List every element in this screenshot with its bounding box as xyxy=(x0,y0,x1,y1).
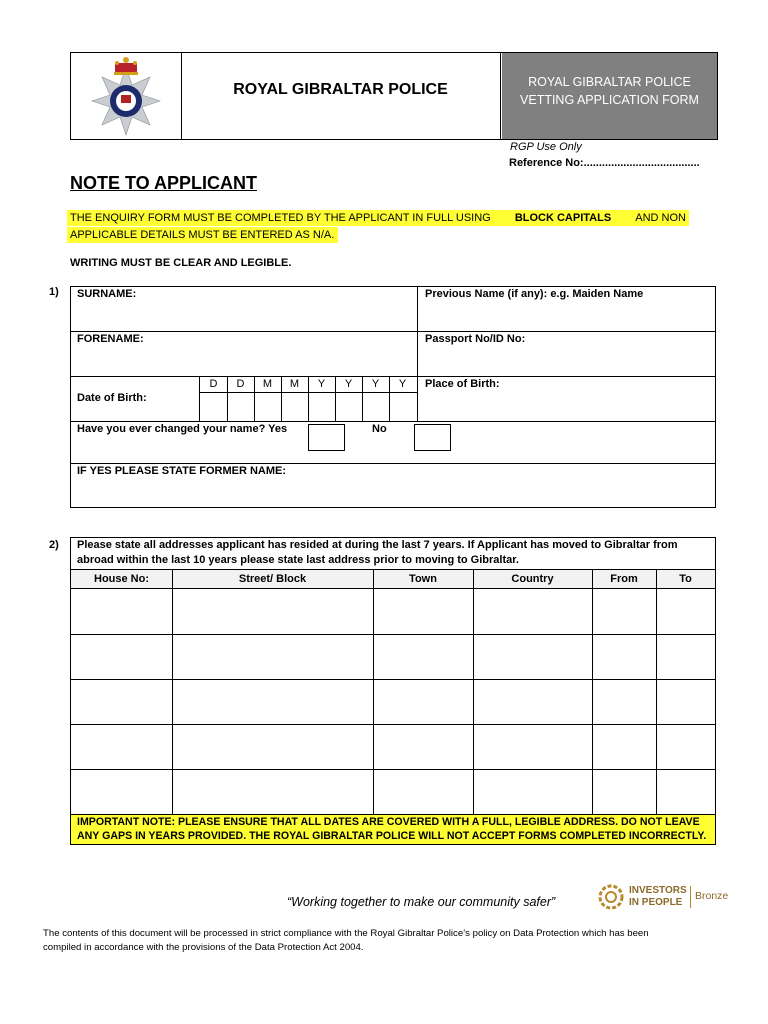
motto: “Working together to make our community safer” xyxy=(287,895,556,909)
col-from: From xyxy=(610,573,638,585)
rgp-use-only: RGP Use Only xyxy=(510,141,582,153)
iip-line2: IN PEOPLE xyxy=(629,897,683,908)
changed-name-no-checkbox[interactable] xyxy=(414,424,451,451)
address-row-3[interactable] xyxy=(71,680,715,724)
dob-month2-label: M xyxy=(289,378,300,390)
address-row-4[interactable] xyxy=(71,725,715,769)
note-line1 xyxy=(67,210,689,226)
col-country: Country xyxy=(511,573,554,585)
changed-name-yes-checkbox[interactable] xyxy=(308,424,345,451)
important-note-line2: ANY GAPS IN YEARS PROVIDED. THE ROYAL GIBRALTAR POLICE WILL NOT ACCEPT FORMS COMPLETED INCORRECTLY. xyxy=(77,830,707,842)
dob-year2-cell[interactable] xyxy=(335,393,362,421)
dob-year3-cell[interactable] xyxy=(362,393,389,421)
dob-year1-label: Y xyxy=(317,378,326,390)
address-instructions-line1: Please state all addresses applicant has resided at during the last 7 years. If Applicant has moved to Gibraltar from xyxy=(77,539,678,551)
changed-name-label: Have you ever changed your name? Yes xyxy=(77,423,288,435)
col-street-block: Street/ Block xyxy=(238,573,307,585)
forename-label: FORENAME: xyxy=(77,333,144,345)
previous-name-label: Previous Name (if any): e.g. Maiden Name xyxy=(425,288,644,300)
address-row-5[interactable] xyxy=(71,770,715,814)
police-badge-logo xyxy=(71,53,181,139)
important-note-line1: IMPORTANT NOTE: PLEASE ENSURE THAT ALL DATES ARE COVERED WITH A FULL, LEGIBLE ADDRESS. DO NOT LEAVE xyxy=(77,816,700,828)
header-box xyxy=(70,52,718,140)
passport-label: Passport No/ID No: xyxy=(425,333,526,345)
place-of-birth-field[interactable] xyxy=(418,389,715,421)
iip-level: Bronze xyxy=(695,890,729,902)
form-title-line2: VETTING APPLICATION FORM xyxy=(520,93,699,107)
personal-details-table xyxy=(70,286,716,508)
col-to: To xyxy=(679,573,692,585)
dob-day1-cell[interactable] xyxy=(200,393,227,421)
changed-name-no-label: No xyxy=(372,423,387,435)
dob-month1-label: M xyxy=(262,378,273,390)
form-title-box xyxy=(502,53,717,139)
dob-year3-label: Y xyxy=(371,378,380,390)
dob-day2-label: D xyxy=(236,378,245,390)
surname-field[interactable] xyxy=(71,299,417,331)
form-title-line1: ROYAL GIBRALTAR POLICE xyxy=(528,75,691,89)
address-history-table xyxy=(70,537,716,845)
reference-no: Reference No:...................................... xyxy=(509,157,700,169)
dob-year4-label: Y xyxy=(398,378,407,390)
address-instructions-line2: abroad within the last 10 years please state last address prior to moving to Gibraltar. xyxy=(77,554,519,566)
surname-label: SURNAME: xyxy=(77,288,137,300)
dob-year2-label: Y xyxy=(344,378,353,390)
disclaimer-line1: The contents of this document will be processed in strict compliance with the Royal Gibraltar Police’s policy on Data Protection which has been xyxy=(43,928,649,939)
dob-day1-label: D xyxy=(209,378,218,390)
dob-year1-cell[interactable] xyxy=(308,393,335,421)
passport-field[interactable] xyxy=(418,344,715,376)
laurel-icon xyxy=(596,882,626,912)
dob-year4-cell[interactable] xyxy=(389,393,416,421)
place-of-birth-label: Place of Birth: xyxy=(425,378,500,390)
note-line1-post: AND NON xyxy=(635,212,686,224)
dob-grid xyxy=(199,376,417,421)
investors-in-people-logo xyxy=(596,882,736,914)
section2-number: 2) xyxy=(49,539,59,551)
section1-number: 1) xyxy=(49,286,59,298)
note-block-capitals: BLOCK CAPITALS xyxy=(514,212,612,224)
important-note xyxy=(71,815,715,844)
address-row-2[interactable] xyxy=(71,635,715,679)
dob-month1-cell[interactable] xyxy=(254,393,281,421)
former-name-field[interactable] xyxy=(71,479,715,507)
note-line1-pre: THE ENQUIRY FORM MUST BE COMPLETED BY THE APPLICANT IN FULL USING xyxy=(70,212,491,224)
dob-label: Date of Birth: xyxy=(77,392,147,404)
note-heading: NOTE TO APPLICANT xyxy=(70,173,258,193)
address-row-1[interactable] xyxy=(71,589,715,634)
note-line2: APPLICABLE DETAILS MUST BE ENTERED AS N/A. xyxy=(67,227,338,243)
logo-cell xyxy=(71,53,182,139)
dob-month2-cell[interactable] xyxy=(281,393,308,421)
header-title: ROYAL GIBRALTAR POLICE xyxy=(181,53,501,139)
col-house-no: House No: xyxy=(94,573,149,585)
previous-name-field[interactable] xyxy=(418,299,715,331)
former-name-label: IF YES PLEASE STATE FORMER NAME: xyxy=(77,465,287,477)
forename-field[interactable] xyxy=(71,344,417,376)
col-town: Town xyxy=(409,573,437,585)
disclaimer-line2: compiled in accordance with the provisions of the Data Protection Act 2004. xyxy=(43,942,364,953)
dob-day2-cell[interactable] xyxy=(227,393,254,421)
writing-legible: WRITING MUST BE CLEAR AND LEGIBLE. xyxy=(70,257,292,269)
iip-line1: INVESTORS xyxy=(629,885,687,896)
